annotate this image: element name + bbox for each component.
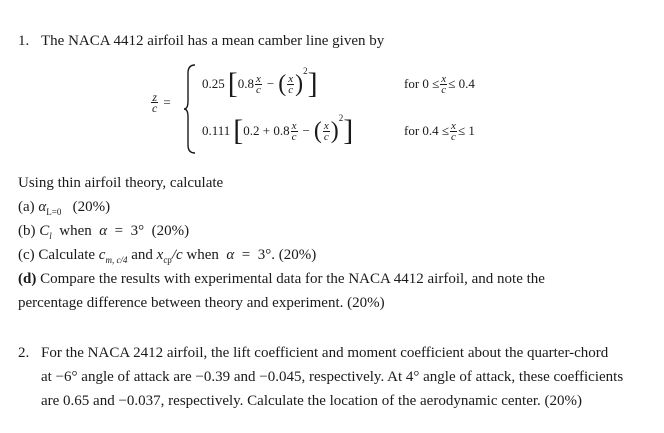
problem-1-number: 1. xyxy=(18,33,30,49)
x-over-c-fraction: $\frac{x}{c}$ xyxy=(256,72,261,96)
x-over-c-fraction: $\frac{x}{c}$ xyxy=(323,119,329,143)
case-1-expression: 0.25 [ 0.8 $\frac{x}{c}$ − ( $\frac{x}{c}$ ) 2 ] xyxy=(202,66,318,100)
camber-equation xyxy=(150,62,630,156)
case-1-condition: for 0 ≤ $\frac{x}{c}$ ≤ 0.4 xyxy=(404,72,475,96)
x-over-c-fraction: $\frac{x}{c}$ xyxy=(291,119,297,143)
part-a: (a) $\alpha_{L=0}$ (20%) xyxy=(18,199,111,217)
problem-2-line-1: For the NACA 2412 airfoil, the lift coefficient and moment coefficient about the quarter-chord xyxy=(41,345,609,361)
left-bracket: [ xyxy=(233,114,244,147)
part-d-line-1: (d) Compare the results with experimental data for the NACA 4412 airfoil, and note the xyxy=(18,271,545,287)
problem-1-intro: The NACA 4412 airfoil has a mean camber line given by xyxy=(41,33,385,49)
x-over-c-fraction: $\frac{x}{c}$ xyxy=(288,72,294,96)
part-c: (c) Calculate $c_{m, c/4}$ and $x_{cp}/c$ when α = 3°. (20%) xyxy=(18,247,317,265)
part-b: (b) $C_l$ when α = 3° (20%) xyxy=(18,223,190,241)
lhs-fraction: $\frac{z}{c}$ xyxy=(152,90,158,115)
instruction-text: Using thin airfoil theory, calculate xyxy=(18,175,224,191)
left-brace-icon xyxy=(183,64,197,154)
part-d-line-2: percentage difference between theory and experiment. (20%) xyxy=(18,295,385,311)
case-2-condition: for 0.4 ≤ $\frac{x}{c}$ ≤ 1 xyxy=(404,119,475,143)
right-bracket: ] xyxy=(307,67,318,100)
problem-2-line-2: at −6° angle of attack are −0.39 and −0.045, respectively. At 4° angle of attack, these coefficients xyxy=(41,369,624,385)
left-bracket: [ xyxy=(227,67,238,100)
problem-2-number: 2. xyxy=(18,345,30,361)
problem-2-line-3: are 0.65 and −0.037, respectively. Calculate the location of the aerodynamic center. (20%) xyxy=(41,393,583,409)
equation-lhs: $\frac{z}{c}$ = xyxy=(152,90,171,115)
case-2-expression: 0.111 [ 0.2 + 0.8 $\frac{x}{c}$ − ( $\frac{x}{c}$ ) 2 ] xyxy=(202,113,354,147)
right-bracket: ] xyxy=(343,114,354,147)
